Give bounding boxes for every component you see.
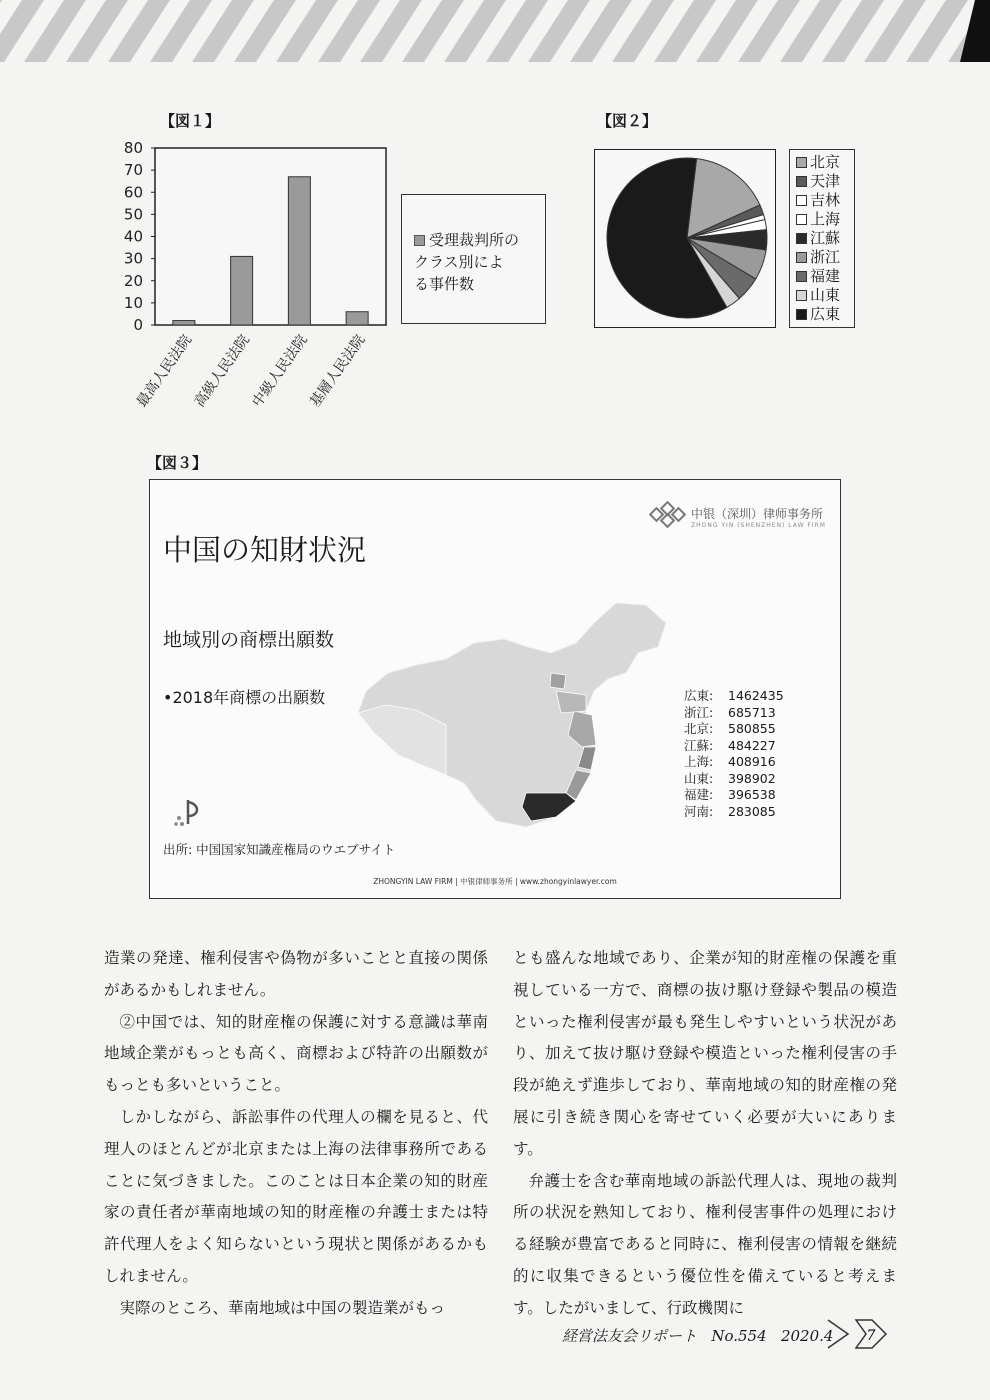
issue-date: 2020.4 [780,1327,834,1345]
region-value: 398902 [728,770,776,786]
legend-swatch [796,195,807,206]
legend-swatch [796,271,807,282]
legend-swatch [414,235,425,246]
region-name: 上海: [684,754,714,769]
region-name: 北京: [684,721,714,736]
legend-swatch [796,252,807,263]
legend-label: 上海 [810,210,841,228]
legend-swatch [796,309,807,320]
region-name: 河南: [684,803,714,819]
x-tick-label: 高級人民法院 [191,332,253,411]
legend-swatch [796,290,807,301]
legend-item [796,229,840,248]
china-map [346,595,686,845]
legend-item [796,191,840,210]
legend-item [796,286,840,305]
issue-number: No.554 [711,1327,767,1345]
region-row [684,804,784,821]
figure-1-legend [401,194,546,324]
figure-2-label: 【図２】 [597,112,658,130]
legend-item [796,172,840,191]
slide-bullet: •2018年商標の出願数 [163,688,326,707]
region-row [684,738,784,755]
region-value: 685713 [728,704,776,720]
region-row [684,705,784,722]
region-name: 山東: [684,770,714,786]
y-tick-label: 80 [123,139,143,157]
plot-area [155,148,386,325]
source-note: 出所: 中国国家知識産権局のウエブサイト [163,842,396,857]
region-row [684,688,784,705]
figure-2-pie-chart [595,150,774,326]
legend-label: 山東 [810,286,841,304]
y-tick-label: 20 [123,271,143,290]
legend-line-1: 受理裁判所の [429,231,520,249]
region-value: 408916 [728,754,776,769]
legend-line-2: クラス別によ [414,253,504,271]
y-tick-label: 50 [123,205,143,224]
legend-label: 浙江 [810,248,841,266]
figure-1-label: 【図１】 [160,112,221,130]
page-number: 7 [866,1328,876,1344]
publication-name: 経営法友会リポート [562,1327,698,1345]
paragraph: しかしながら、訴訟事件の代理人の欄を見ると、代理人のほとんどが北京または上海の法律事務所であることに気づきました。このことは日本企業の知的財産家の責任者が華南地域の知的財産権の弁護士または特許代理人をよく知らないという現状と関係があるかもしれません。 [104,1107,488,1285]
region-value: 283085 [728,803,776,819]
firm-name-en: ZHONG YIN (SHENZHEN) LAW FIRM [691,522,826,529]
region-row [684,754,784,771]
region-name: 広東: [684,688,714,703]
bar [173,321,195,325]
legend-swatch [796,176,807,187]
slide-footer: ZHONGYIN LAW FIRM | 中银律师事务所 | www.zhongyinlawyer.com [373,877,617,886]
page-footer [562,1325,833,1346]
y-tick-label: 70 [123,161,143,180]
x-tick-label: 中級人民法院 [249,332,311,411]
region-row [684,771,784,788]
region-name: 江蘇: [684,737,714,753]
paragraph: 実際のところ、華南地域は中国の製造業がもっ [119,1298,446,1317]
bar [231,256,253,325]
region-value: 580855 [728,721,776,736]
region-value-list [684,688,784,820]
y-tick-label: 0 [133,316,143,334]
legend-label: 北京 [810,153,841,171]
figure-2-legend [789,149,855,328]
paragraph: ②中国では、知的財産権の保護に対する意識は華南地域企業がもっとも高く、商標および特許の出願数がもっとも多いということ。 [104,1012,488,1095]
region-row [684,787,784,804]
legend-swatch [796,157,807,168]
firm-logo-icon [649,501,687,531]
region-name: 浙江: [684,704,714,720]
x-tick-label: 最高人民法院 [133,332,196,411]
y-tick-label: 10 [123,293,143,312]
page-arrow-icon [826,1318,888,1350]
paragraph: とも盛んな地域であり、企業が知的財産権の保護を重視している一方で、商標の抜け駆け登録や製品の模造といった権利侵害が最も発生しやすいという状況があり、加えて抜け駆け登録や模造といった権利侵害の手段が絶えず進歩しており、華南地域の知的財産権の発展に引き続き関心を寄せていく必要が大いにあります。 [513,949,897,1158]
paragraph: 造業の発達、権利侵害や偽物が多いことと直接の関係があるかもしれません。 [104,949,488,999]
legend-line-3: る事件数 [414,275,475,293]
legend-item [796,210,840,229]
y-tick-label: 60 [123,183,143,202]
body-column-right [513,943,897,1325]
sipo-logo-icon [172,798,204,828]
figure-3-label: 【図３】 [147,454,208,472]
legend-item [796,248,840,267]
slide-subtitle: 地域別の商標出願数 [163,629,335,651]
legend-label: 天津 [810,172,841,190]
header-stripe-band [0,0,990,62]
legend-label: 広東 [810,305,841,323]
slide-title: 中国の知財状況 [163,533,367,567]
figure-3-slide [149,479,841,899]
bar [288,177,310,325]
firm-name: 中银（深圳）律师事务所 [691,507,824,521]
paragraph: 弁護士を含む華南地域の訴訟代理人は、現地の裁判所の状況を熟知しており、権利侵害事件の処理における経験が豊富であると同時に、権利侵害の情報を継続的に収集できるという優位性を備えていると考えます。したがいまして、行政機関に [513,1171,897,1317]
legend-label: 吉林 [810,191,841,209]
body-column-left [104,943,488,1325]
legend-item [796,305,840,324]
legend-label: 江蘇 [810,229,841,247]
x-tick-label: 基層人民法院 [307,332,369,411]
region-name: 福建: [684,787,714,802]
y-tick-label: 40 [123,227,143,246]
figure-2-pie-frame [594,149,776,328]
region-row [684,721,784,738]
legend-item [796,153,840,172]
legend-swatch [796,214,807,225]
legend-label: 福建 [810,267,841,285]
legend-item [796,267,840,286]
bar [346,312,368,325]
region-value: 1462435 [728,688,784,703]
legend-swatch [796,233,807,244]
figure-1-bar-chart [100,135,400,435]
region-value: 484227 [728,737,776,753]
y-tick-label: 30 [123,249,143,268]
region-value: 396538 [728,787,776,802]
